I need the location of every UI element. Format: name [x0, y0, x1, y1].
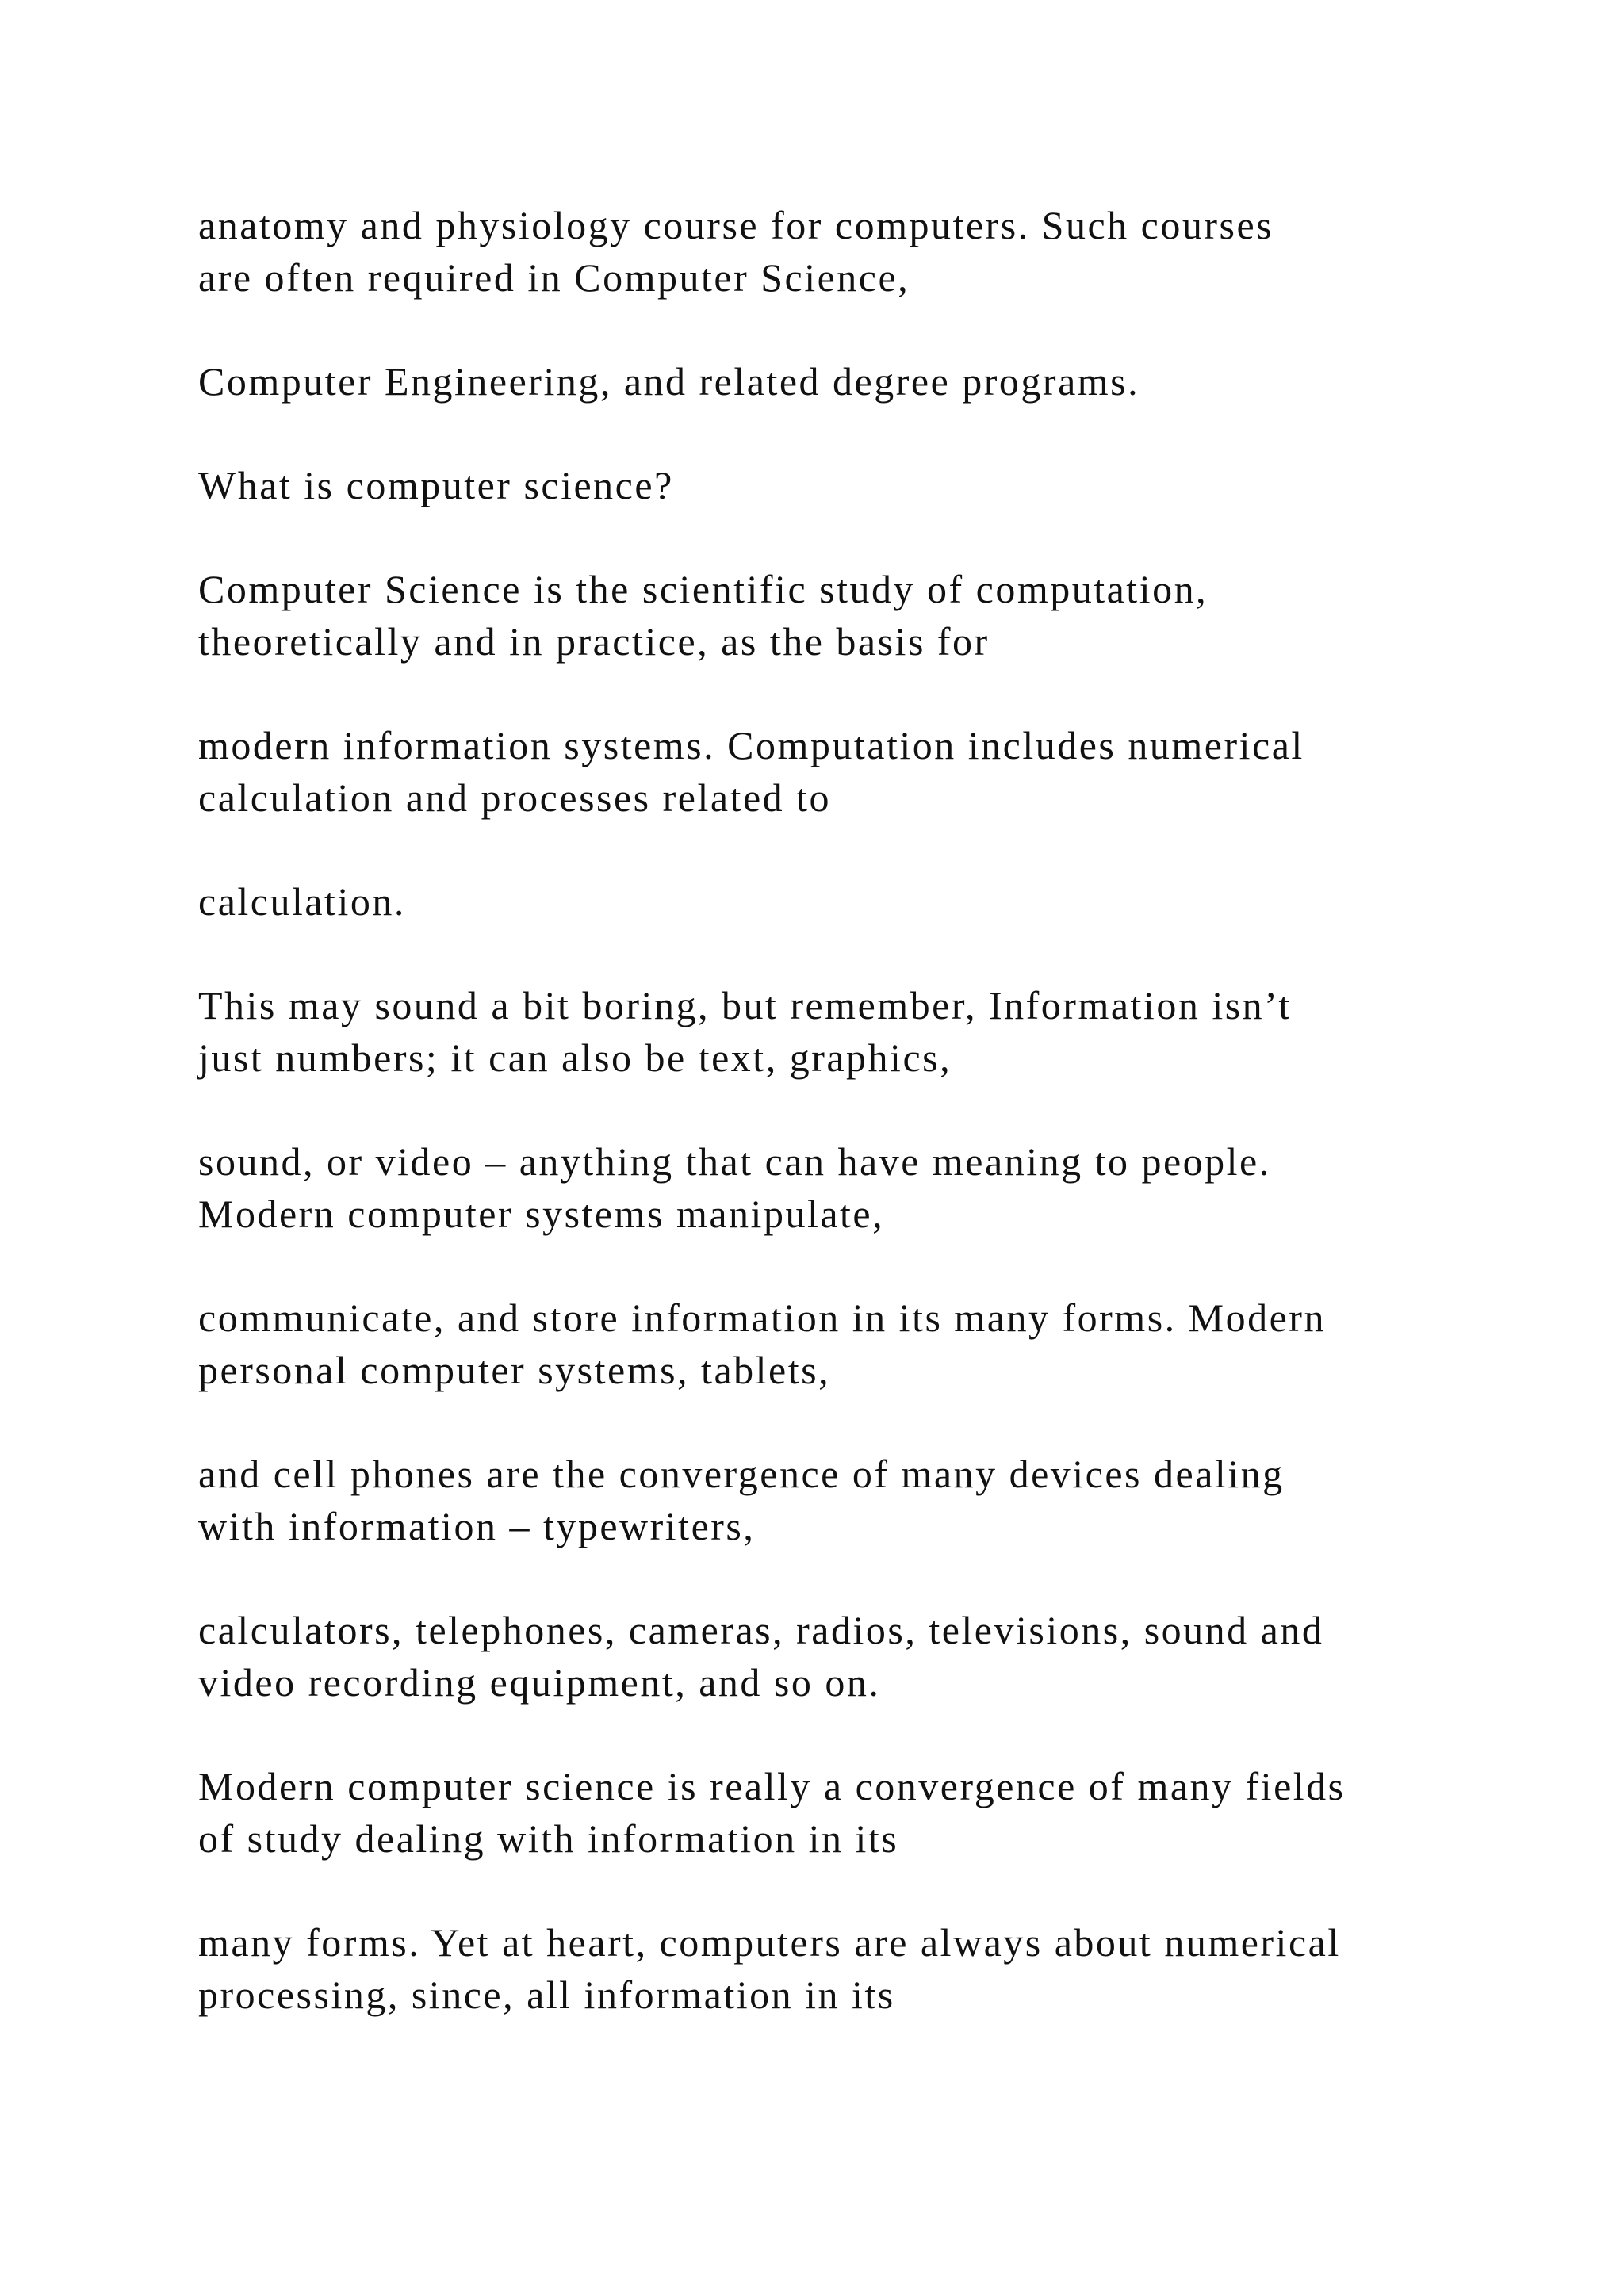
- text-line: Computer Engineering, and related degree programs.: [198, 359, 1140, 404]
- text-line: Computer Science is the scientific study of computation,: [198, 567, 1208, 611]
- text-line: calculation and processes related to: [198, 775, 832, 820]
- text-line: and cell phones are the convergence of many devices dealing: [198, 1452, 1285, 1496]
- paragraph: [198, 199, 1530, 304]
- text-line: Modern computer science is really a convergence of many fields: [198, 1764, 1346, 1808]
- text-line: of study dealing with information in its: [198, 1816, 899, 1861]
- paragraph: [198, 979, 1530, 1084]
- text-line: sound, or video – anything that can have meaning to people.: [198, 1139, 1271, 1184]
- text-line: video recording equipment, and so on.: [198, 1660, 881, 1705]
- paragraph: [198, 459, 1530, 511]
- paragraph: [198, 1916, 1530, 2021]
- text-line: just numbers; it can also be text, graphics,: [198, 1035, 952, 1080]
- text-line: calculators, telephones, cameras, radios, televisions, sound and: [198, 1608, 1324, 1652]
- paragraph: [198, 719, 1530, 824]
- document-body: [198, 199, 1530, 2072]
- text-line: many forms. Yet at heart, computers are always about numerical: [198, 1920, 1341, 1965]
- text-line: Modern computer systems manipulate,: [198, 1192, 885, 1236]
- text-line: modern information systems. Computation includes numerical: [198, 723, 1304, 767]
- text-line: anatomy and physiology course for computers. Such courses: [198, 203, 1274, 247]
- paragraph: [198, 563, 1530, 668]
- paragraph: [198, 1604, 1530, 1709]
- text-line: processing, since, all information in its: [198, 1973, 895, 2017]
- paragraph: [198, 355, 1530, 408]
- text-line: are often required in Computer Science,: [198, 255, 910, 300]
- text-line: calculation.: [198, 879, 406, 924]
- paragraph: [198, 1292, 1530, 1396]
- text-line: This may sound a bit boring, but remember, Information isn’t: [198, 983, 1292, 1027]
- text-line: communicate, and store information in its many forms. Modern: [198, 1295, 1326, 1340]
- text-line: theoretically and in practice, as the basis for: [198, 619, 990, 664]
- paragraph: [198, 1448, 1530, 1552]
- paragraph: [198, 1760, 1530, 1865]
- text-line: with information – typewriters,: [198, 1504, 756, 1548]
- paragraph: [198, 875, 1530, 928]
- text-line: personal computer systems, tablets,: [198, 1348, 831, 1392]
- text-line: What is computer science?: [198, 463, 674, 507]
- paragraph: [198, 1135, 1530, 1240]
